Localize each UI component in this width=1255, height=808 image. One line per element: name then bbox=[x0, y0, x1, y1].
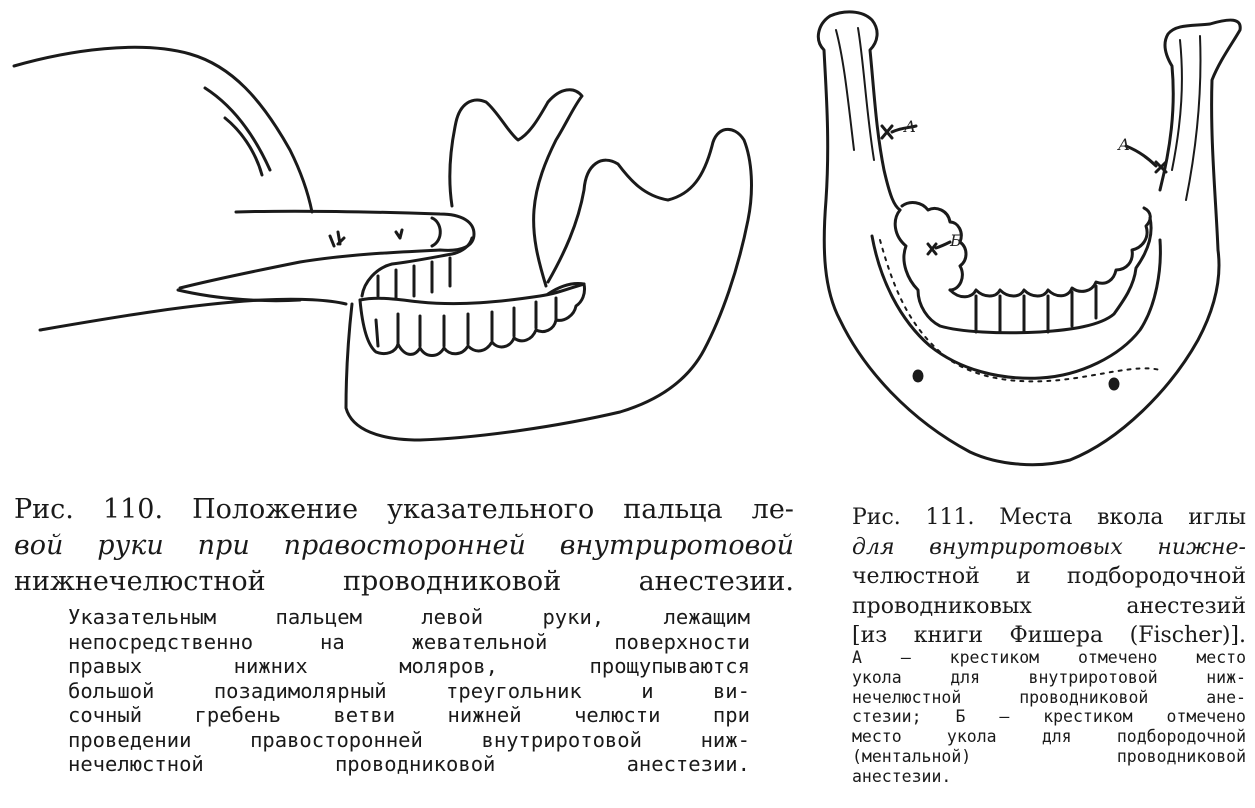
label-a-right: А bbox=[1118, 135, 1131, 154]
desc-110-line-7: нечелюстной проводниковой анестезии. bbox=[68, 752, 750, 776]
jaw-side-drawing bbox=[346, 90, 751, 440]
caption-111-line-1: Рис. 111. Места вкола иглы bbox=[852, 505, 1246, 530]
figure-111-caption bbox=[852, 503, 1246, 651]
desc-111-line-5: место укола для подбородочной bbox=[852, 727, 1246, 747]
caption-111-line-2: для внутриротовых нижне- bbox=[852, 534, 1246, 560]
hand-drawing bbox=[14, 47, 474, 330]
caption-111-line-5: [из книги Фишера (Fischer)]. bbox=[852, 623, 1246, 648]
desc-111-line-4: стезии; Б — крестиком отмечено bbox=[852, 707, 1246, 727]
desc-111-line-1: А — крестиком отмечено место bbox=[852, 648, 1246, 667]
desc-111-line-2: укола для внутриротовой ниж- bbox=[852, 667, 1246, 687]
desc-110-line-1: Указательным пальцем левой руки, лежащим bbox=[68, 605, 750, 629]
figure-110-description bbox=[68, 605, 750, 777]
desc-110-line-3: правых нижних моляров, прощупываются bbox=[68, 654, 750, 678]
figure-111-illustration bbox=[800, 0, 1255, 480]
desc-110-line-4: большой позадимолярный треугольник и ви- bbox=[68, 678, 750, 703]
desc-110-line-6: проведении правосторонней внутриротовой ниж- bbox=[68, 727, 750, 752]
desc-111-line-3: нечелюстной проводниковой ане- bbox=[852, 687, 1246, 707]
desc-111-line-6: (ментальной) проводниковой bbox=[852, 746, 1246, 766]
caption-111-line-4: проводниковых анестезий bbox=[852, 593, 1246, 619]
desc-111-line-7: анестезии. bbox=[852, 766, 952, 786]
desc-110-line-2: непосредственно на жевательной поверхности bbox=[68, 629, 750, 654]
figure-110-caption bbox=[14, 492, 794, 600]
caption-110-line-2: вой руки при правосторонней внутриротовой bbox=[14, 530, 794, 561]
desc-110-line-5: сочный гребень ветви нижней челюсти при bbox=[68, 703, 750, 727]
mandible-front-drawing bbox=[818, 12, 1240, 465]
caption-110-line-1: Рис. 110. Положение указательного пальца ле- bbox=[14, 494, 794, 525]
figure-111-description bbox=[852, 648, 1246, 787]
label-b: Б bbox=[950, 231, 962, 250]
caption-111-line-3: челюстной и подбородочной bbox=[852, 564, 1246, 589]
caption-110-line-3: нижнечелюстной проводниковой анестезии. bbox=[14, 566, 794, 597]
label-a-left: А bbox=[904, 117, 917, 136]
figure-110-illustration bbox=[0, 0, 800, 470]
